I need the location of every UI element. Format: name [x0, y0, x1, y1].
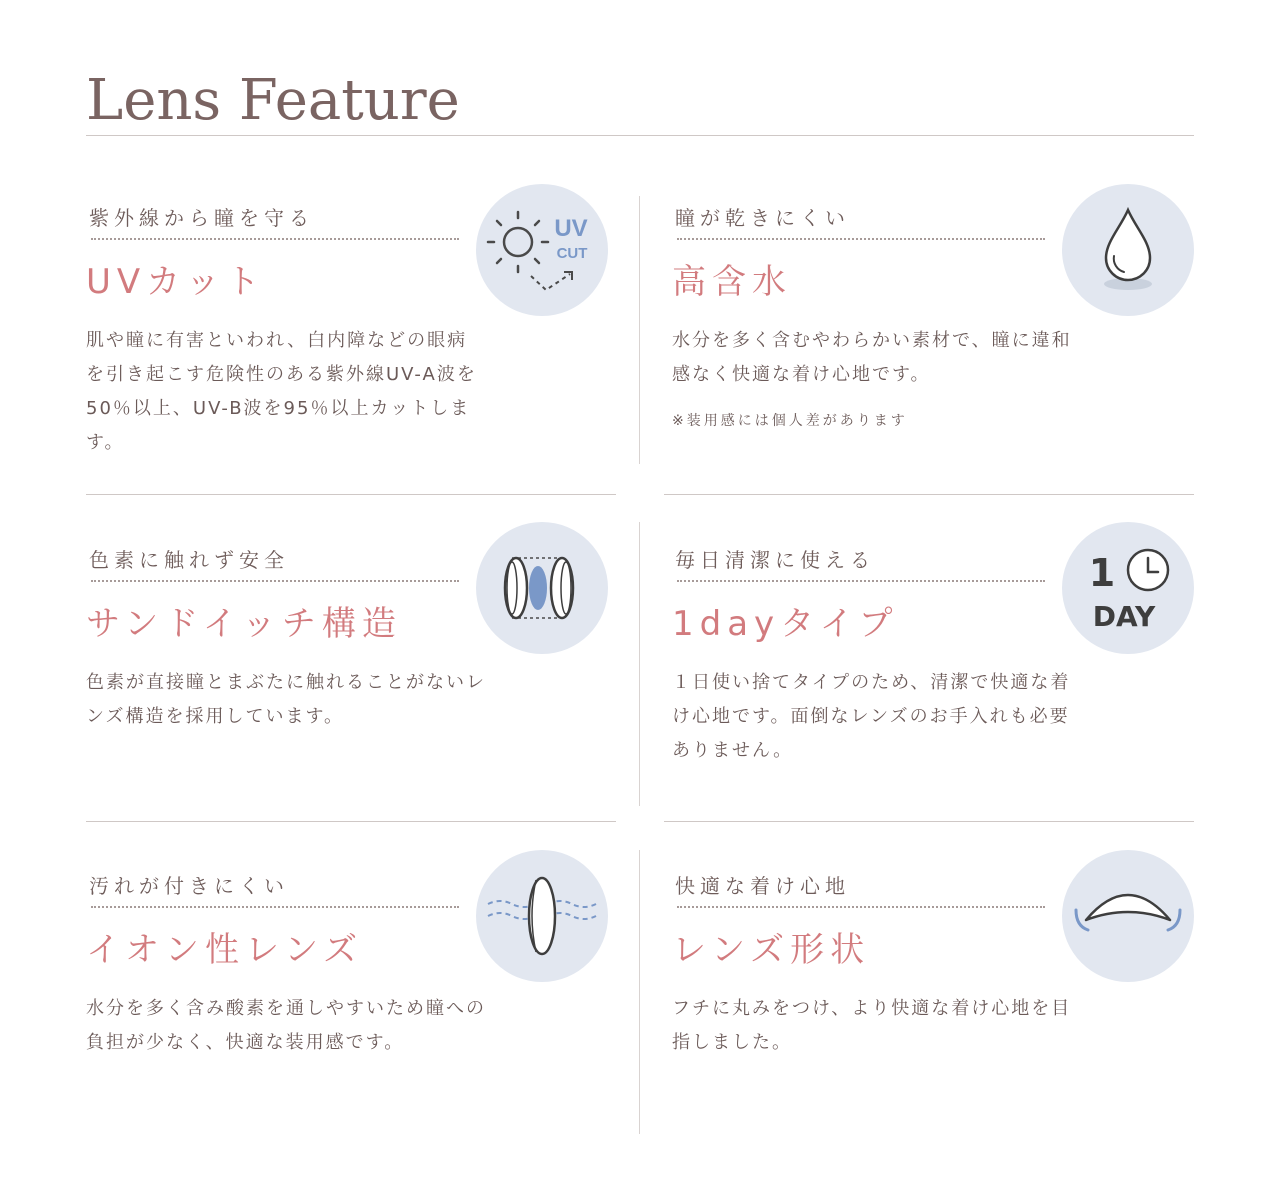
feature-description: 水分を多く含むやわらかい素材で、瞳に違和感なく快適な着け心地です。 — [672, 330, 1072, 385]
feature-description: 色素が直接瞳とまぶたに触れることがないレンズ構造を採用しています。 — [86, 672, 486, 727]
feature-card-uv-cut — [86, 202, 616, 502]
uv-icon-label: UV — [554, 215, 588, 242]
feature-subtitle: 快適な着け心地 — [675, 874, 850, 898]
ionic-lens-icon — [476, 850, 608, 982]
title-rule — [86, 135, 1194, 136]
feature-subtitle: 色素に触れず安全 — [89, 548, 289, 572]
lens-shape-icon — [1062, 850, 1194, 982]
feature-description: 水分を多く含み酸素を通しやすいため瞳への負担が少なく、快適な装用感です。 — [86, 998, 486, 1053]
feature-subtitle: 毎日清潔に使える — [675, 548, 875, 572]
feature-heading: 高含水 — [672, 262, 792, 302]
feature-description: １日使い捨てタイプのため、清潔で快適な着け心地です。面倒なレンズのお手入れも必要ありません。 — [672, 672, 1071, 761]
uv-cut-icon — [476, 184, 608, 316]
dotted-rule — [677, 906, 1045, 908]
feature-heading: イオン性レンズ — [86, 930, 364, 970]
one-icon-label: 1 — [1088, 551, 1116, 595]
water-drop-icon — [1062, 184, 1194, 316]
feature-subtitle: 紫外線から瞳を守る — [89, 206, 314, 230]
column-divider — [639, 850, 640, 1134]
column-divider — [639, 196, 640, 464]
day-icon-label: DAY — [1092, 600, 1156, 633]
feature-heading: レンズ形状 — [672, 930, 871, 970]
feature-description: フチに丸みをつけ、より快適な着け心地を目指しました。 — [672, 998, 1072, 1053]
column-divider — [639, 522, 640, 806]
feature-card-sandwich — [86, 544, 616, 844]
feature-subtitle: 汚れが付きにくい — [89, 874, 289, 898]
dotted-rule — [677, 238, 1045, 240]
feature-card-1day — [672, 544, 1202, 844]
dotted-rule — [91, 906, 459, 908]
dotted-rule — [91, 238, 459, 240]
feature-heading: 1dayタイプ — [672, 604, 899, 644]
feature-card-lens-shape — [672, 870, 1202, 1170]
feature-card-ionic — [86, 870, 616, 1170]
feature-subtitle: 瞳が乾きにくい — [675, 206, 850, 230]
sandwich-lens-icon — [476, 522, 608, 654]
one-day-clock-icon — [1062, 522, 1194, 654]
feature-heading: UVカット — [86, 262, 266, 302]
feature-heading: サンドイッチ構造 — [86, 604, 402, 644]
feature-note: ※装用感には個人差があります — [672, 413, 908, 429]
feature-description: 肌や瞳に有害といわれ、白内障などの眼病を引き起こす危険性のある紫外線UV-A波を50％以上、UV-B波を95％以上カットします。 — [86, 330, 477, 453]
page-title: Lens Feature — [86, 68, 460, 133]
cut-icon-label: CUT — [556, 245, 588, 262]
dotted-rule — [91, 580, 459, 582]
feature-card-high-water — [672, 202, 1202, 502]
dotted-rule — [677, 580, 1045, 582]
